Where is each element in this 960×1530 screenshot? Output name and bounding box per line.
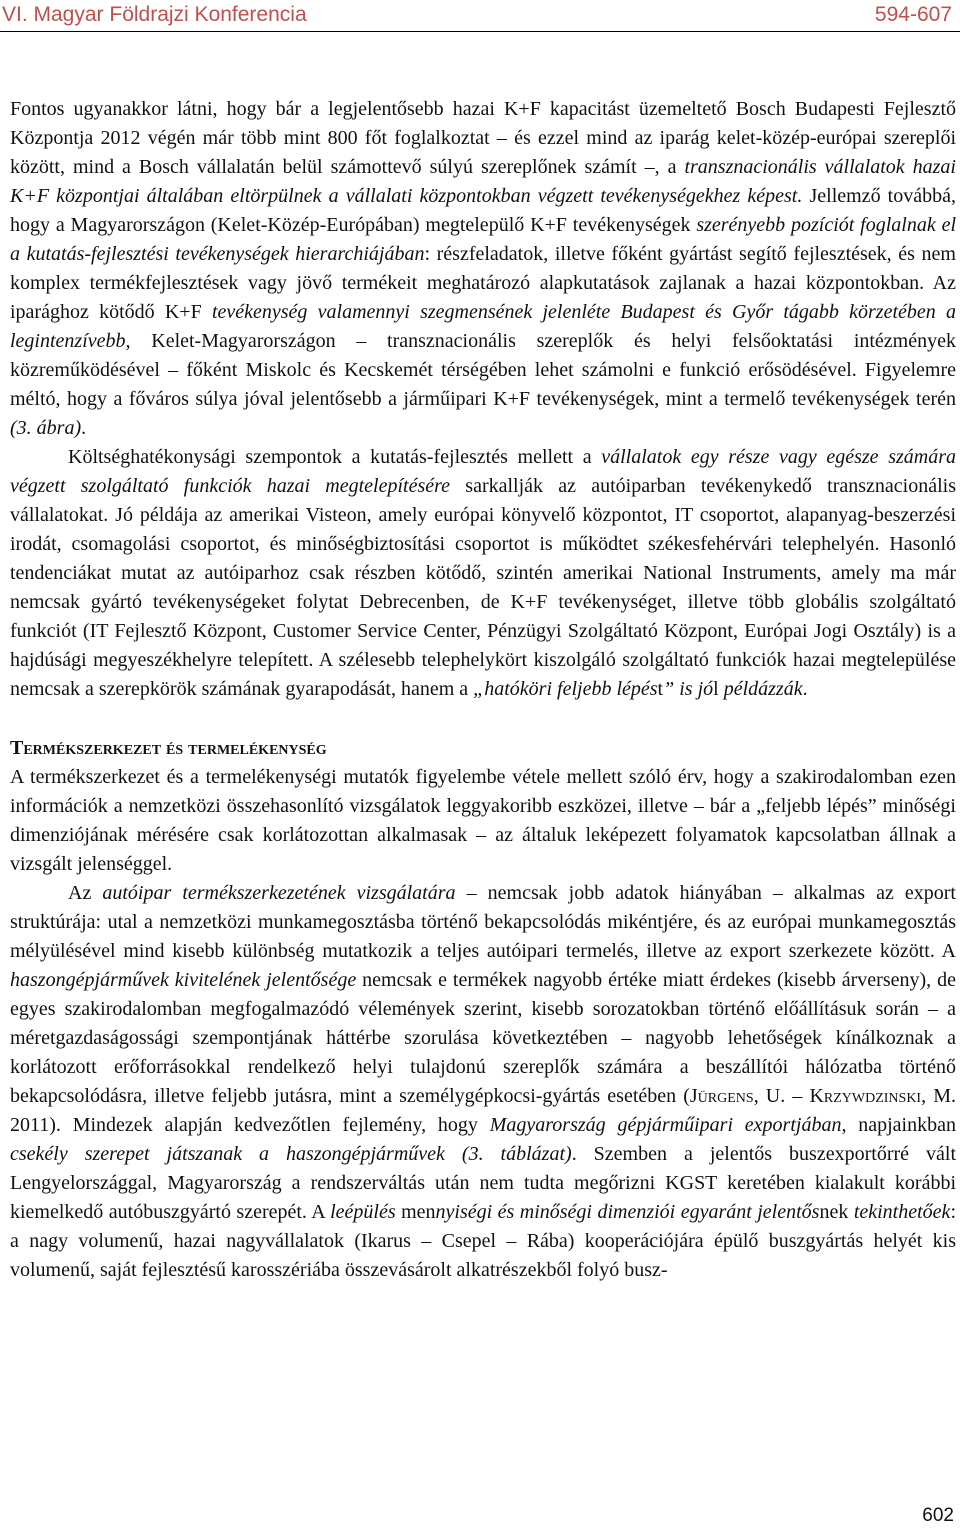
- text-run: , napjainkban: [841, 1114, 956, 1136]
- italic-run: autóipar termékszerkezetének vizsgálatára: [102, 882, 456, 904]
- author-name: Jürgens: [689, 1085, 754, 1107]
- italic-run: szerényebb pozíciót foglalnak el a kutatás-fejlesztési tevékenységek hierarchiájában: [10, 214, 956, 265]
- text-run: t: [657, 678, 664, 700]
- italic-run: (3. ábra): [10, 417, 82, 439]
- text-run: men: [395, 1201, 436, 1223]
- text-run: A termékszerkezet és a termelékenységi mutatók figyelembe vétele mellett szóló érv, hogy a szakirodalomban ezen információk a nemzetközi összehasonlító vizsgálatok leggyakoribb eszközei, illetve – bár a „feljebb lépés” minőségi dimenziójának mérésére csak korlátozottan alkalmasak – az általuk leképezett folyamatok kapcsolatban állnak a vizsgált jelenséggel.: [10, 766, 956, 875]
- italic-run: ” is jó: [663, 678, 714, 700]
- text-run: : részfeladatok, illetve főként gyártást segítő fejlesztések, és nem komplex termékfejlesztések vagy jövő termékeit meghatározó alapkutatások zajlanak a hazai központokban. Az iparághoz kötődő K+F: [10, 243, 956, 323]
- italic-run: leépülés: [330, 1201, 396, 1223]
- conference-title: VI. Magyar Földrajzi Konferencia: [2, 3, 307, 26]
- text-run: sarkallják az autóiparban tevékenykedő transznacionális vállalatokat. Jó példája az amerikai Visteon, amely európai könyvelő központot, IT csoportot, alapanyag-beszerzési irodát, csomagolási csoportot, és minőségbiztosítási csoportot is működtet székesfehérvári telephelyén. Hasonló tendenciákat mutat az autóiparhoz csak részben kötődő, szintén amerikai National Instruments, amely ma már nemcsak gyártó tevékenységeket folytat Debrecenben, de K+F tevékenységet, illetve több globális szolgáltató funkciót (IT Fejlesztő Központ, Customer Service Center, Pénzügyi Szolgáltató Központ, Európai Jogi Osztály) is a hajdúsági megyeszékhelyre telepített. A szélesebb telephelykört kiszolgáló szolgáltató funkciók hazai megtelepülése nemcsak a szerepkörök számának gyarapodását, hanem a: [10, 475, 956, 700]
- italic-run: tekinthetőek: [853, 1201, 951, 1223]
- running-header: [0, 0, 960, 32]
- italic-run: transznacionális vállalatok hazai K+F központjai általában eltörpülnek a vállalati központokban végzett tevékenységekhez képest.: [10, 156, 956, 207]
- section-heading: Termékszerkezet és termelékenység: [10, 737, 327, 759]
- italic-run: tevékenység valamennyi szegmensének jelenléte Budapest és Győr tágabb körzetében a legintenzívebb: [10, 301, 957, 352]
- text-run: l: [713, 678, 724, 700]
- author-name: Krzywdzinski: [809, 1085, 922, 1107]
- text-run: .: [802, 678, 808, 700]
- page-range: 594-607: [874, 3, 952, 26]
- text-run: – nemcsak jobb adatok hiányában – alkalmas az export struktúrája: utal a nemzetközi munkamegosztásba történő bekapcsolódás mikéntjére, és az európai munkamegosztás mélyülésével mind kisebb különbség mutatkozik a teljes autóipari termelés, illetve az export szerkezete között. A: [10, 882, 956, 962]
- text-run: . Szemben a jelentős buszexportőrré vált Lengyelországgal, Magyarország a rendszerváltás után nem tudta megőrizni KGST keretében kialakult korábbi kiemelkedő autóbuszgyártó szerepét. A: [10, 1143, 956, 1223]
- text-run: : a nagy volumenű, hazai nagyvállalatok (Ikarus – Csepel – Rába) kooperációjára épülő buszgyártás helyét kis volumenű, saját fejlesztésű karosszériába összevásárolt alkatrészekből folyó busz-: [10, 1201, 956, 1281]
- italic-run: Magyarország gépjárműipari exportjában: [489, 1114, 842, 1136]
- paragraph-3: [10, 763, 956, 879]
- text-run: nek: [819, 1201, 854, 1223]
- text-run: .: [81, 417, 87, 439]
- italic-run: csekély szerepet játszanak a haszongépjárművek (3. táblázat): [10, 1143, 572, 1165]
- text-run: Költséghatékonysági szempontok a kutatás-fejlesztés mellett a: [68, 446, 602, 468]
- italic-run: vállalatok egy része vagy egésze számára végzett szolgáltató funkciók hazai megtelepítésére: [10, 446, 956, 497]
- paragraph-2: [10, 443, 956, 704]
- italic-run: haszongépjárművek kivitelének jelentősége: [10, 969, 357, 991]
- text-run: Fontos ugyanakkor látni, hogy bár a legjelentősebb hazai K+F kapacitást üzemeltető Bosch Budapesti Fejlesztő Központja 2012 végén már több mint 800 főt foglalkoztat – és ezzel mind az iparág kelet-közép-európai szereplői között, mind a Bosch vállalatán belül számottevő súlyú szereplőnek számít –, a: [10, 98, 956, 178]
- paragraph-4: [10, 879, 956, 1285]
- italic-run: „hatóköri feljebb lépés: [473, 678, 658, 700]
- italic-run: nyiségi és minőségi dimenziói egyaránt jelentős: [435, 1201, 820, 1223]
- text-run: , Kelet-Magyarországon – transznacionális szereplők és helyi felsőoktatási intézmények közreműködésével – főként Miskolc és Kecskemét térségében lehet számolni e funkció erősödésével. Figyelemre méltó, hogy a főváros súlya jóval jelentősebb a járműipari K+F tevékenységek, mint a termelő tevékenységek terén: [10, 330, 956, 410]
- italic-run: példázzák: [723, 678, 803, 700]
- text-run: , M. 2011). Mindezek alapján kedvezőtlen fejlemény, hogy: [10, 1085, 956, 1136]
- text-run: Az: [68, 882, 103, 904]
- text-run: nemcsak e termékek nagyobb értéke miatt érdekes (kisebb árverseny), de egyes szakirodalomban megfogalmazódó vélemények szerint, kisebb sorozatokban történő előállításuk során – a méretgazdaságossági szempontjának háttérbe szorulása következtében – nagyobb lehetőségek kínálkoznak a korlátozott erőforrásokkal rendelkező helyi tulajdonú szereplők számára a beszállítói hálózatba történő bekapcsolódásra, illetve feljebb jutásra, mint a személygépkocsi-gyártás esetében (: [10, 969, 956, 1107]
- page-number: 602: [922, 1505, 954, 1526]
- article-body: [10, 95, 956, 1285]
- text-run: Jellemző továbbá, hogy a Magyarországon (Kelet-Közép-Európában) megtelepülő K+F tevékenységek: [10, 185, 956, 236]
- text-run: , U. –: [753, 1085, 810, 1107]
- paragraph-1: [10, 95, 956, 443]
